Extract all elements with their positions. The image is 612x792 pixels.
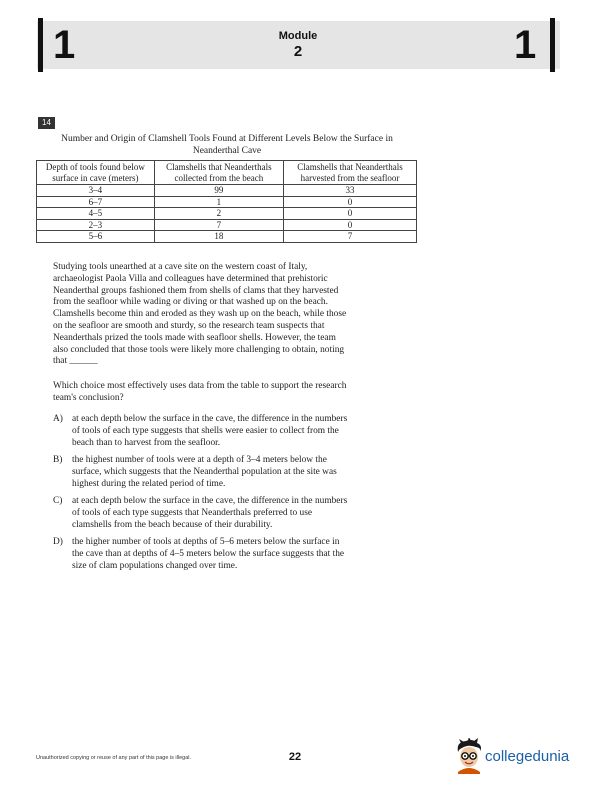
answer-choice-c[interactable]	[53, 496, 353, 531]
module-number: 2	[293, 43, 303, 60]
module-indicator	[256, 30, 340, 60]
column-header-seafloor: Clamshells that Neanderthals harvested from the seafloor	[283, 161, 416, 185]
choice-letter: B)	[53, 455, 63, 465]
table-row	[37, 208, 417, 220]
collegedunia-logo[interactable]	[452, 738, 588, 776]
copyright-notice: Unauthorized copying or reuse of any part of this page is illegal.	[36, 755, 192, 761]
module-label: Module	[278, 30, 318, 42]
table-cell: 7	[154, 219, 283, 231]
table-cell: 0	[283, 208, 416, 220]
page-number: 22	[288, 751, 302, 763]
choice-letter: D)	[53, 537, 63, 547]
table-cell: 2–3	[37, 219, 155, 231]
table-cell: 99	[154, 185, 283, 197]
table-row	[37, 196, 417, 208]
table-cell: 0	[283, 196, 416, 208]
table-cell: 2	[154, 208, 283, 220]
answer-choice-d[interactable]	[53, 537, 353, 572]
table-cell: 3–4	[37, 185, 155, 197]
question-number: 14	[38, 117, 55, 129]
table-cell: 6–7	[37, 196, 155, 208]
brand-name: collegedunia	[485, 748, 570, 765]
table-cell: 4–5	[37, 208, 155, 220]
answer-choice-b[interactable]	[53, 455, 353, 490]
table-row	[37, 185, 417, 197]
choice-text: at each depth below the surface in the cave, the difference in the numbers of tools of each type suggests that Neanderthals preferred to use clamshells from the beach because of their durability.	[72, 496, 348, 530]
table-cell: 1	[154, 196, 283, 208]
choice-text: at each depth below the surface in the cave, the difference in the numbers of tools of each type suggests that shells were easier to collect from the beach than to harvest from the seafloor.	[72, 414, 348, 448]
table-cell: 18	[154, 231, 283, 243]
choice-text: the higher number of tools at depths of 5–6 meters below the surface in the cave than at depths of 4–5 meters below the surface suggests that the size of clam populations changed over time.	[72, 537, 345, 571]
choice-letter: A)	[53, 414, 63, 424]
table-cell: 33	[283, 185, 416, 197]
answer-choice-a[interactable]	[53, 414, 353, 449]
table-row	[37, 231, 417, 243]
table-cell: 7	[283, 231, 416, 243]
table-cell: 5–6	[37, 231, 155, 243]
choice-text: the highest number of tools were at a depth of 3–4 meters below the surface, which suggests that the Neanderthal population at the site was highest during the related period of time.	[72, 455, 337, 489]
column-header-depth: Depth of tools found below surface in cave (meters)	[37, 161, 155, 185]
table-row	[37, 219, 417, 231]
section-bar-right	[550, 18, 555, 72]
collegedunia-mascot-icon	[452, 738, 484, 774]
section-bar-left	[38, 18, 43, 72]
passage-text: Studying tools unearthed at a cave site on the western coast of Italy, archaeologist Paola Villa and colleagues have determined that prehistoric Neanderthal groups fashioned them from shells of clams that they harvested from the seafloor while wading or diving or that washed up on the beach. Clamshells become thin and eroded as they wash up on the beach, while those on the seafloor are smooth and sturdy, so the research team suspects that Neanderthals prized the tools made with seafloor shells. However, the team also concluded that those tools were likely more challenging to obtain, noting that ______	[53, 262, 347, 367]
column-header-beach: Clamshells that Neanderthals collected from the beach	[154, 161, 283, 185]
table-header-row	[37, 161, 417, 185]
table-cell: 0	[283, 219, 416, 231]
section-number-right: 1	[514, 23, 537, 67]
choice-letter: C)	[53, 496, 63, 506]
question-prompt: Which choice most effectively uses data from the table to support the research team's conclusion?	[53, 381, 347, 403]
section-number-left: 1	[53, 23, 76, 67]
table-caption: Number and Origin of Clamshell Tools Found at Different Levels Below the Surface in Neanderthal Cave	[61, 134, 393, 156]
data-table	[36, 160, 417, 243]
